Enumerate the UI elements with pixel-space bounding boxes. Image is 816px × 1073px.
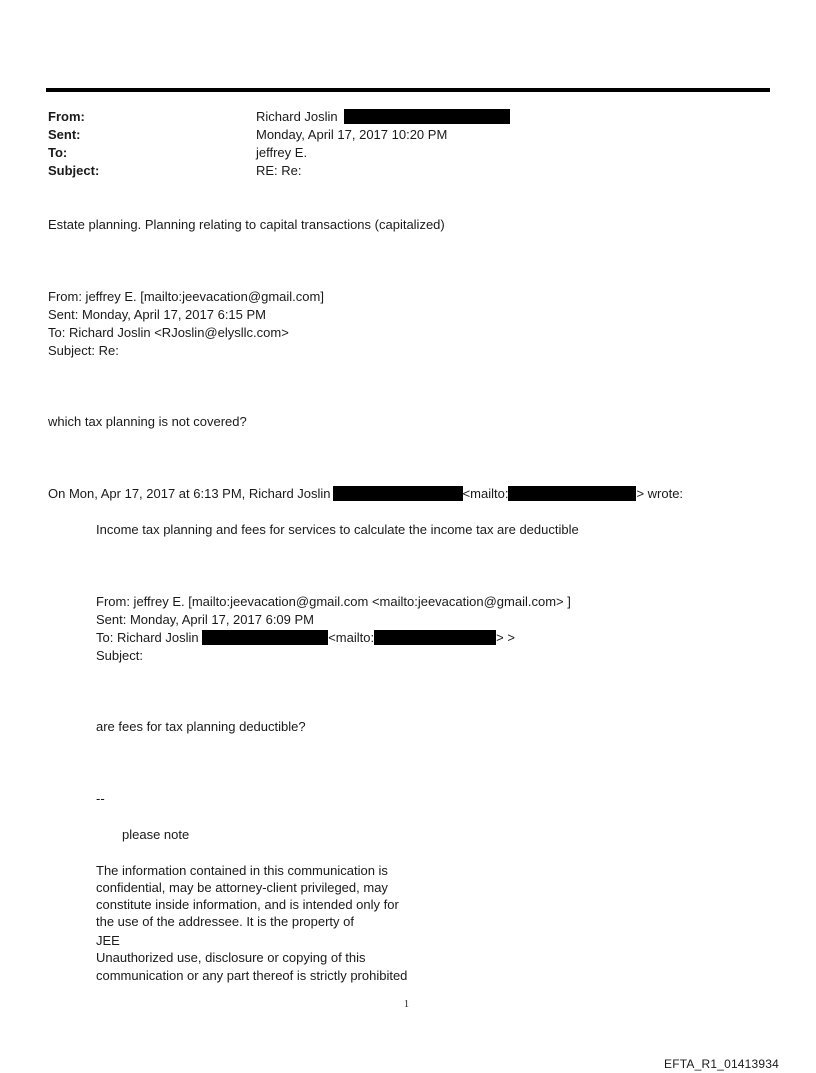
disclaimer-line: Unauthorized use, disclosure or copying of this bbox=[96, 950, 366, 965]
sent-label: Sent: bbox=[48, 127, 81, 142]
to-value: jeffrey E. bbox=[256, 145, 308, 160]
attribution-suffix: > wrote: bbox=[636, 486, 684, 501]
disclaimer-line: The information contained in this communication is bbox=[96, 863, 388, 878]
header-rule bbox=[46, 88, 770, 92]
disclaimer-line: communication or any part thereof is strictly prohibited bbox=[96, 968, 408, 983]
disclaimer-line: confidential, may be attorney-client privileged, may bbox=[96, 880, 388, 895]
reply-attribution bbox=[48, 485, 683, 502]
quoted2-sent: Sent: Monday, April 17, 2017 6:09 PM bbox=[96, 612, 315, 627]
quoted1-sent: Sent: Monday, April 17, 2017 6:15 PM bbox=[48, 307, 267, 322]
quoted2-to-suffix: > > bbox=[496, 630, 515, 645]
from-label: From: bbox=[48, 109, 85, 124]
redaction-bar bbox=[202, 630, 328, 645]
page-number: 1 bbox=[404, 999, 409, 1010]
disclaimer-line: constitute inside information, and is intended only for bbox=[96, 897, 399, 912]
disclaimer-line: JEE bbox=[96, 933, 120, 948]
attribution-prefix: On Mon, Apr 17, 2017 at 6:13 PM, Richard Joslin bbox=[48, 486, 331, 501]
redaction-bar bbox=[333, 486, 463, 501]
from-value bbox=[256, 108, 510, 125]
from-name: Richard Joslin bbox=[256, 109, 338, 124]
redaction-bar bbox=[374, 630, 496, 645]
quoted1-from: From: jeffrey E. [mailto:jeevacation@gmail.com] bbox=[48, 289, 324, 304]
reply-body: Income tax planning and fees for services to calculate the income tax are deductible bbox=[96, 522, 579, 537]
quoted2-message: are fees for tax planning deductible? bbox=[96, 719, 306, 734]
redaction-bar bbox=[508, 486, 636, 501]
disclaimer-line: the use of the addressee. It is the property of bbox=[96, 914, 354, 929]
please-note: please note bbox=[122, 827, 190, 842]
quoted2-to bbox=[96, 629, 515, 646]
signature-dashes: -- bbox=[96, 791, 105, 806]
quoted2-subject: Subject: bbox=[96, 648, 143, 663]
quoted2-to-mailto: <mailto: bbox=[328, 630, 375, 645]
quoted2-from: From: jeffrey E. [mailto:jeevacation@gmail.com <mailto:jeevacation@gmail.com> ] bbox=[96, 594, 571, 609]
attribution-mailto: <mailto: bbox=[462, 486, 509, 501]
quoted2-to-prefix: To: Richard Joslin bbox=[96, 630, 203, 645]
subject-value: RE: Re: bbox=[256, 163, 302, 178]
quoted1-subject: Subject: Re: bbox=[48, 343, 119, 358]
quoted1-message: which tax planning is not covered? bbox=[48, 414, 247, 429]
quoted1-to: To: Richard Joslin <RJoslin@elysllc.com> bbox=[48, 325, 289, 340]
document-id: EFTA_R1_01413934 bbox=[664, 1057, 780, 1071]
body-line: Estate planning. Planning relating to capital transactions (capitalized) bbox=[48, 217, 445, 232]
subject-label: Subject: bbox=[48, 163, 100, 178]
to-label: To: bbox=[48, 145, 68, 160]
sent-value: Monday, April 17, 2017 10:20 PM bbox=[256, 127, 448, 142]
redaction-bar bbox=[344, 109, 510, 124]
